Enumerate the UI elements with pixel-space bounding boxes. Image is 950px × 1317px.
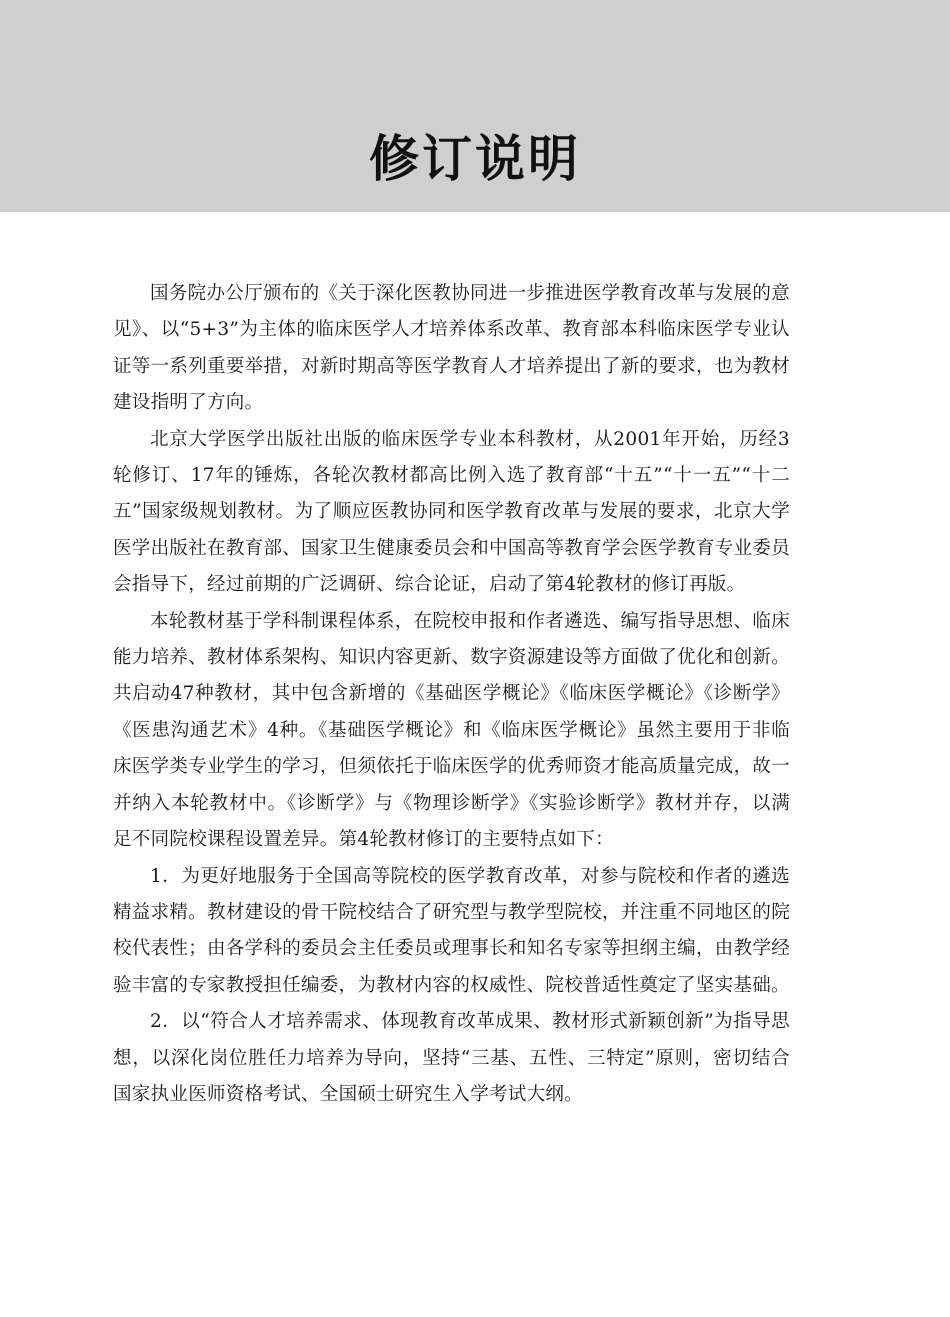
paragraph-4: 1．为更好地服务于全国高等院校的医学教育改革，对参与院校和作者的遴选精益求精。教材建设的骨干院校结合了研究型与教学型院校，并注重不同地区的院校代表性；由各学科的委员会主任委员或理事长和知名专家等担纲主编，由教学经验丰富的专家教授担任编委，为教材内容的权威性、院校普适性奠定了坚实基础。 xyxy=(113,865,790,996)
paragraph-1: 国务院办公厅颁布的《关于深化医教协同进一步推进医学教育改革与发展的意见》、以“5+3”为主体的临床医学人才培养体系改革、教育部本科临床医学专业认证等一系列重要举措，对新时期高等医学教育人才培养提出了新的要求，也为教材建设指明了方向。 xyxy=(113,283,790,414)
header-band xyxy=(0,0,950,212)
paragraph-3: 本轮教材基于学科制课程体系，在院校申报和作者遴选、编写指导思想、临床能力培养、教材体系架构、知识内容更新、数字资源建设等方面做了优化和创新。共启动47种教材，其中包含新增的《基础医学概论》《临床医学概论》《诊断学》《医患沟通艺术》4种。《基础医学概论》和《临床医学概论》虽然主要用于非临床医学类专业学生的学习，但须依托于临床医学的优秀师资才能高质量完成，故一并纳入本轮教材中。《诊断学》与《物理诊断学》《实验诊断学》教材并存，以满足不同院校课程设置差异。第4轮教材修订的主要特点如下： xyxy=(113,610,790,851)
paragraph-2: 北京大学医学出版社出版的临床医学专业本科教材，从2001年开始，历经3轮修订、17年的锤炼，各轮次教材都高比例入选了教育部“十五”“十一五”“十二五”国家级规划教材。为了顺应医教协同和医学教育改革与发展的要求，北京大学医学出版社在教育部、国家卫生健康委员会和中国高等教育学会医学教育专业委员会指导下，经过前期的广泛调研、综合论证，启动了第4轮教材的修订再版。 xyxy=(113,428,790,596)
paragraph-5: 2．以“符合人才培养需求、体现教育改革成果、教材形式新颖创新”为指导思想，以深化岗位胜任力培养为导向，坚持“三基、五性、三特定”原则，密切结合国家执业医师资格考试、全国硕士研究生入学考试大纲。 xyxy=(113,1011,790,1105)
body-text xyxy=(113,276,790,1113)
page-title: 修订说明 xyxy=(369,129,581,188)
